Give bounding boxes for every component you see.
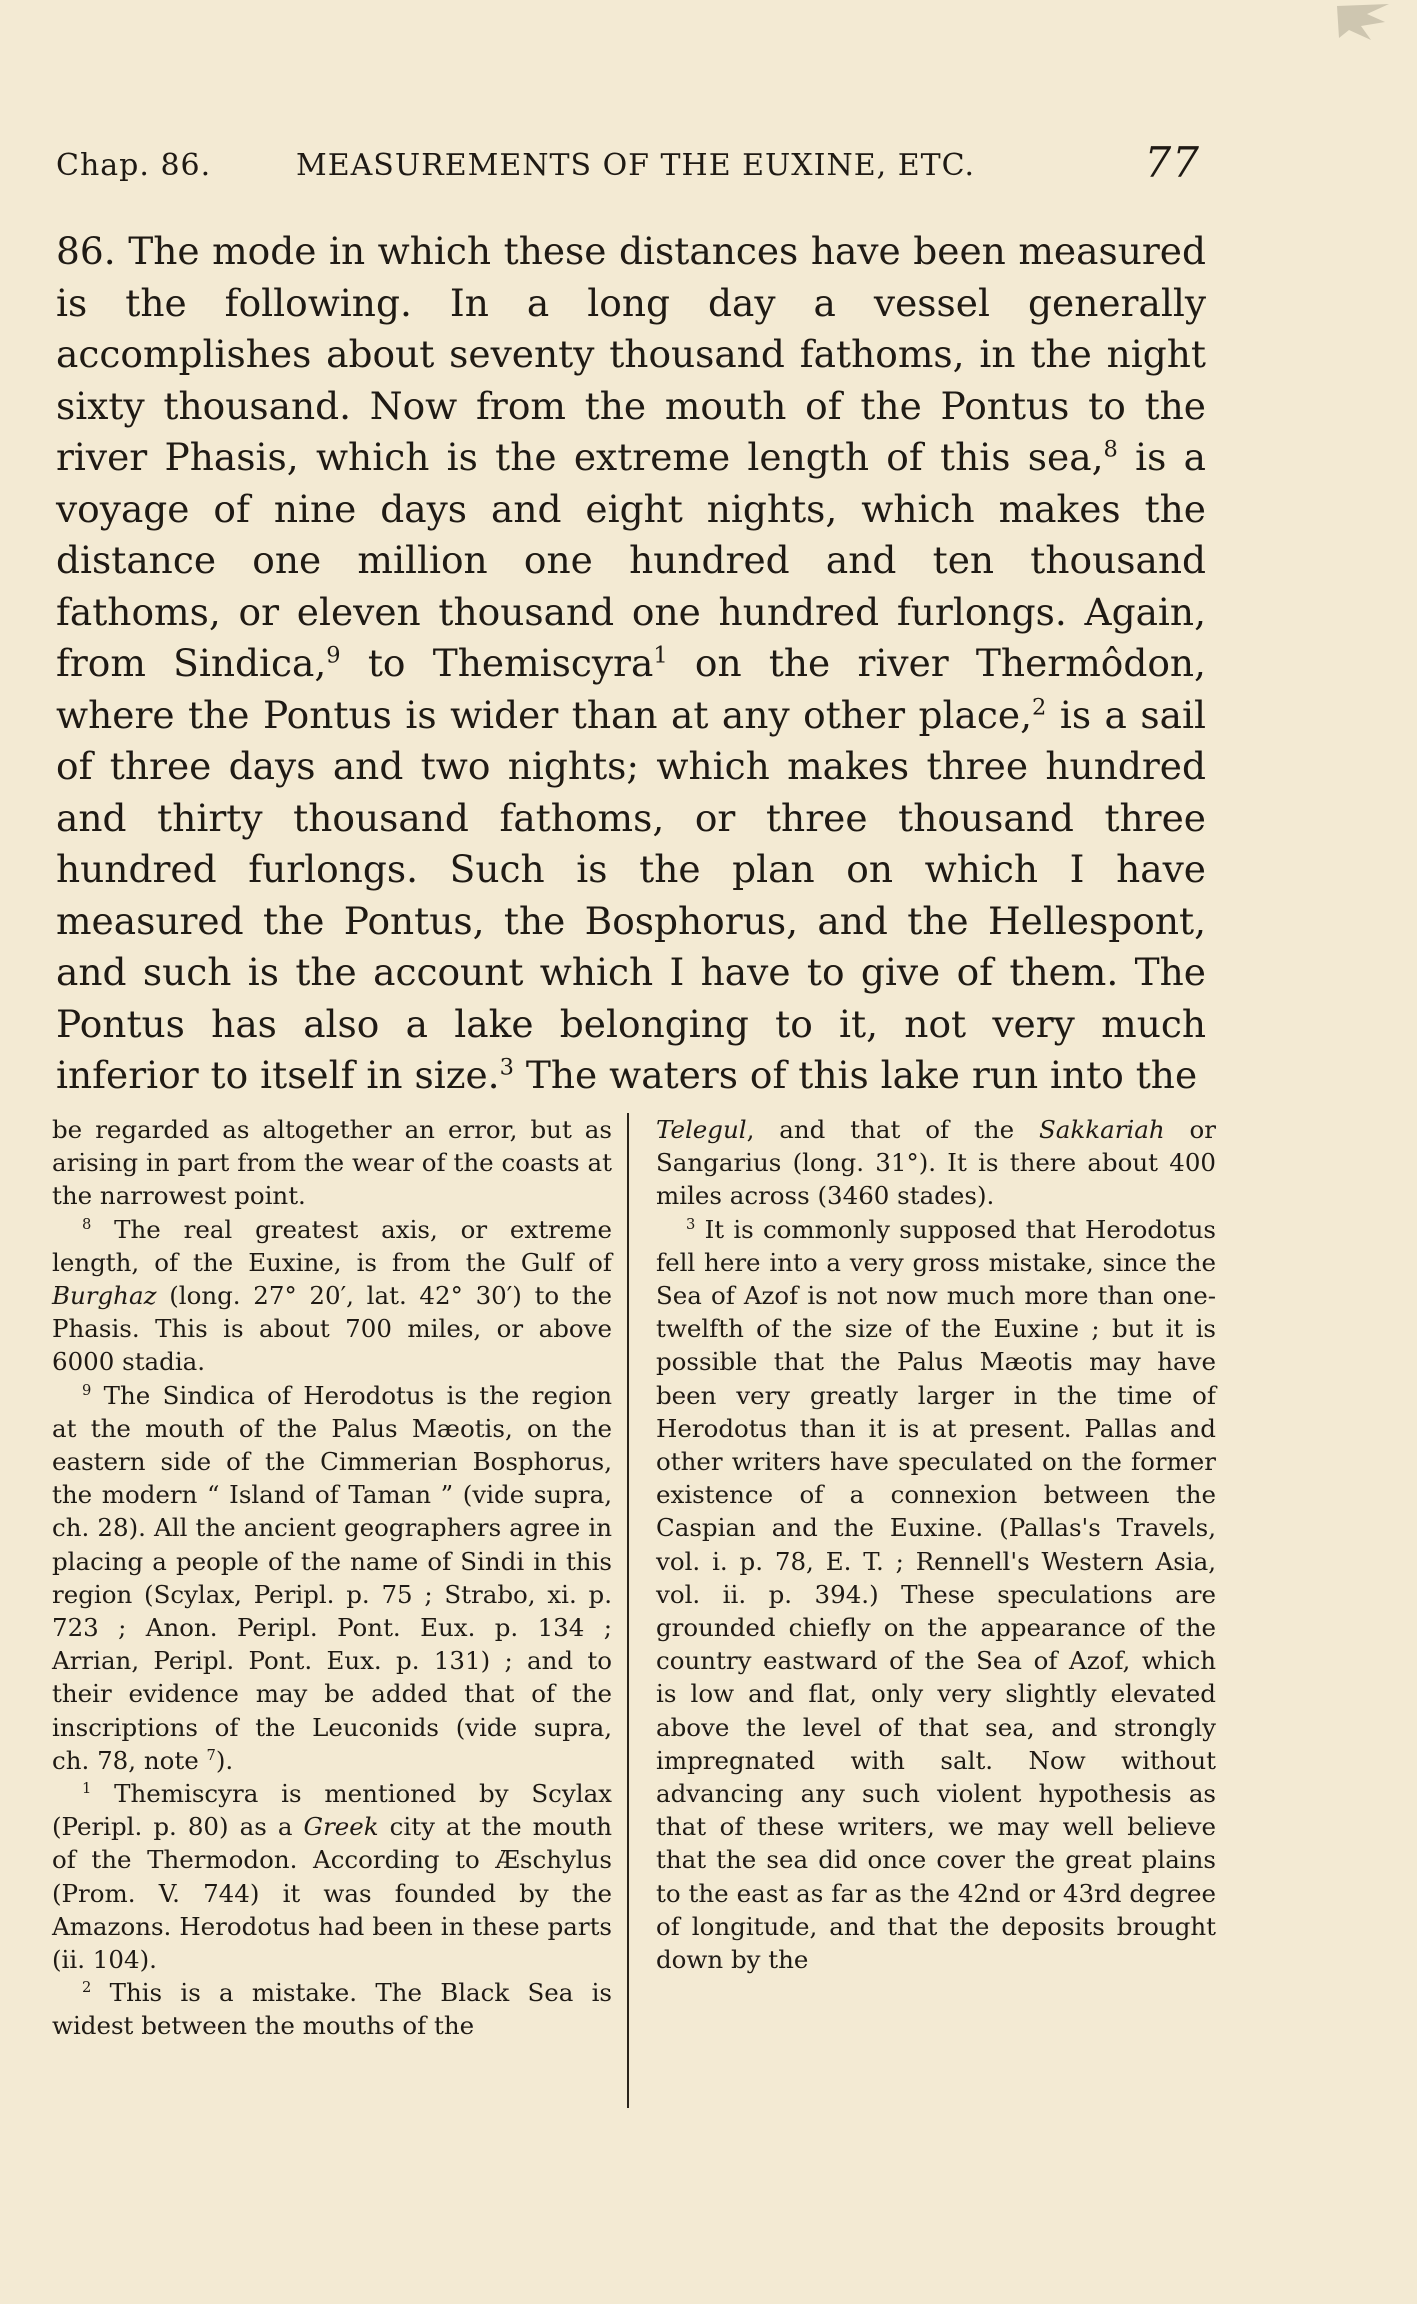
footnote-8: $^8$ The real greatest axis, or extreme length, of the Euxine, is from the Gulf of Burghaz (long. 27° 20′, lat. 42° 30′) to the Phasis. This is about 700 miles, or above 6000 stadia. — [52, 1214, 612, 1377]
footnote-9: $^9$ The Sindica of Herodotus is the region at the mouth of the Palus Mæotis, on the eastern side of the Cimmerian Bosphorus, the modern “ Island of Taman ” (vide supra, ch. 28). All the ancient geographers agree in placing a people of the name of Sindi in this region (Scylax, Peripl. p. 75 ; Strabo, xi. p. 723 ; Anon. Peripl. Pont. Eux. p. 134 ; Arrian, Peripl. Pont. Eux. p. 131) ; and to their evidence may be added that of the inscriptions of the Leuconids (vide supra, ch. 78, note $^7$). — [52, 1380, 612, 1775]
footnote-ref-1: 1 — [653, 642, 668, 669]
footnote-2-continuation: Telegul, and that of the Sakkariah or Sangarius (long. 31°). It is there about 400 miles across (3460 stades). — [656, 1115, 1216, 1211]
footnotes-right-column — [656, 1113, 1216, 1976]
page-number: 77 — [1144, 138, 1200, 187]
running-title: MEASUREMENTS OF THE EUXINE, ETC. — [296, 148, 976, 183]
column-divider — [627, 1113, 629, 2108]
main-paragraph: 86. The mode in which these distances have been measured is the following. In a long day a vessel generally accomplishes about seventy thousand fathoms, in the night sixty thousand. Now from the mouth of the Pontus to the river Phasis, which is the extreme length of this sea,$^8$ is a voyage of nine days and eight nights, which makes the distance one million one hundred and ten thousand fathoms, or eleven thousand one hundred furlongs. Again, from Sindica,$^9$ to Themiscyra$^1$ on the river Thermôdon, where the Pontus is wider than at any other place,$^2$ is a sail of three days and two nights; which makes three hundred and thirty thousand fathoms, or three thousand three hundred furlongs. Such is the plan on which I have measured the Pontus, the Bosphorus, and the Hellespont, and such is the account which I have to give of them. The Pontus has also a lake belonging to it, not very much inferior to itself in size.$^3$ The waters of this lake run into the — [56, 229, 1207, 1097]
footnote-3: $^3$ It is commonly supposed that Herodotus fell here into a very gross mistake, since the Sea of Azof is not now much more than one-twelfth of the size of the Euxine ; but it is possible that the Palus Mæotis may have been very greatly larger in the time of Herodotus than it is at present. Pallas and other writers have speculated on the former existence of a connexion between the Caspian and the Euxine. (Pallas's Travels, vol. i. p. 78, E. T. ; Rennell's Western Asia, vol. ii. p. 394.) These speculations are grounded chiefly on the appearance of the country eastward of the Sea of Azof, which is low and flat, only very slightly elevated above the level of that sea, and strongly impregnated with salt. Now without advancing any such violent hypothesis as that of these writers, we may well believe that the sea did once cover the great plains to the east as far as the 42nd or 43rd degree of longitude, and that the deposits brought down by the — [656, 1214, 1216, 1975]
footnote-1: $^1$ Themiscyra is mentioned by Scylax (Peripl. p. 80) as a Greek city at the mouth of the Thermodon. According to Æschylus (Prom. V. 744) it was founded by the Amazons. Herodotus had been in these parts (ii. 104). — [52, 1779, 613, 1975]
corner-mark-icon — [1327, 0, 1397, 46]
main-text — [56, 226, 1206, 1102]
footnote-ref-2: 2 — [1032, 694, 1047, 720]
footnote-continuation: be regarded as altogether an error, but as arising in part from the wear of the coasts at the narrowest point. — [52, 1115, 612, 1211]
footnote-ref-9: 9 — [326, 642, 341, 669]
footnote-ref-8: 8 — [1103, 436, 1118, 463]
footnote-2: $^2$ This is a mistake. The Black Sea is widest between the mouths of the — [52, 1978, 612, 2041]
footnote-ref-3: 3 — [499, 1054, 514, 1081]
running-header — [56, 138, 1206, 192]
footnotes-left-column — [52, 1113, 612, 2043]
chapter-label: Chap. 86. — [56, 148, 212, 183]
